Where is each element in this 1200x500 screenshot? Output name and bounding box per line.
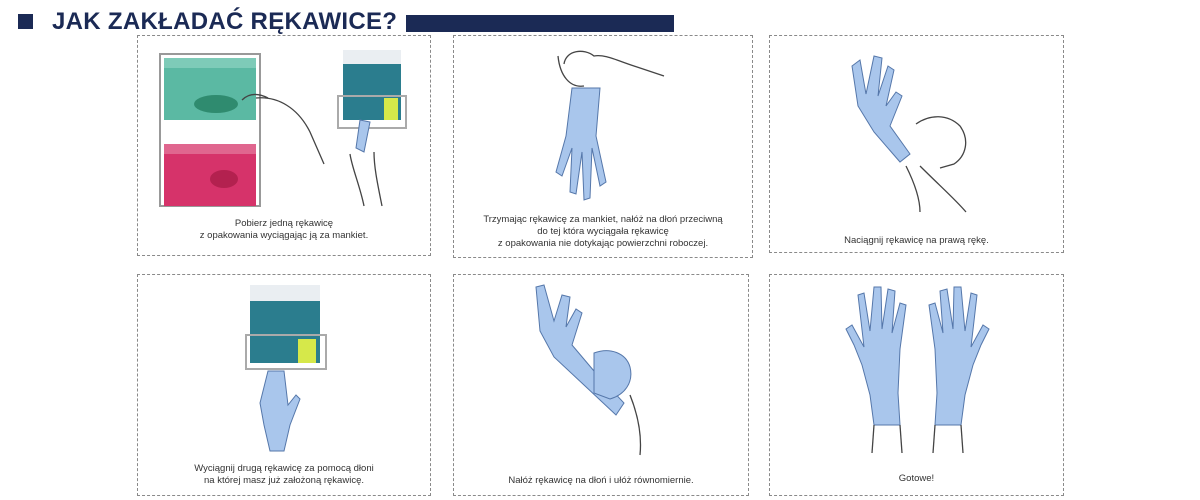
step-1-panel <box>137 35 431 256</box>
gloved-hand <box>852 56 910 162</box>
glove-dispenser-illustration <box>138 36 432 231</box>
caption-line: z opakowania nie dotykając powierzchni roboczej. <box>497 238 709 249</box>
pulling-glove-illustration <box>770 36 1065 216</box>
step-1-caption <box>144 218 424 242</box>
caption-line: na której masz już założoną rękawicę. <box>204 475 364 486</box>
both-gloves-on-illustration <box>770 275 1065 460</box>
blue-glove <box>556 88 606 200</box>
caption-line: Gotowe! <box>898 473 935 484</box>
caption-line: Pobierz jedną rękawicę <box>234 218 334 229</box>
caption-line: do tej która wyciągała rękawicę <box>537 226 669 237</box>
adjusting-glove-illustration <box>454 275 750 465</box>
caption-line: Wyciągnij drugą rękawicę za pomocą dłoni <box>194 463 374 474</box>
page-title: JAK ZAKŁADAĆ RĘKAWICE? <box>52 8 398 35</box>
step-3-panel <box>769 35 1064 253</box>
gloved-hand <box>260 371 300 451</box>
green-glove-pulled <box>194 95 238 113</box>
blue-glove <box>356 120 370 152</box>
step-4-panel <box>137 274 431 496</box>
caption-line: Trzymając rękawicę za mankiet, nałóż na dłoń przeciwną <box>483 214 723 225</box>
step-5-caption <box>460 475 742 487</box>
header-accent-bar <box>406 15 674 32</box>
step-2-panel <box>453 35 753 258</box>
left-gloved-hand <box>846 287 906 425</box>
right-gloved-hand <box>929 287 989 425</box>
step-6-panel <box>769 274 1064 496</box>
step-3-caption <box>776 235 1057 247</box>
step-5-panel <box>453 274 749 496</box>
step-6-caption <box>776 473 1057 485</box>
step-4-caption <box>144 463 424 487</box>
step-2-caption <box>460 214 746 250</box>
caption-line: Naciągnij rękawicę na prawą rękę. <box>844 235 989 246</box>
header-square-bullet <box>18 14 33 29</box>
holding-glove-cuff-illustration <box>454 36 754 211</box>
caption-line: z opakowania wyciągając ją za mankiet. <box>199 230 369 241</box>
second-glove-dispenser-illustration <box>138 275 432 460</box>
caption-line: Nałóż rękawicę na dłoń i ułóż równomiernie. <box>508 475 694 486</box>
